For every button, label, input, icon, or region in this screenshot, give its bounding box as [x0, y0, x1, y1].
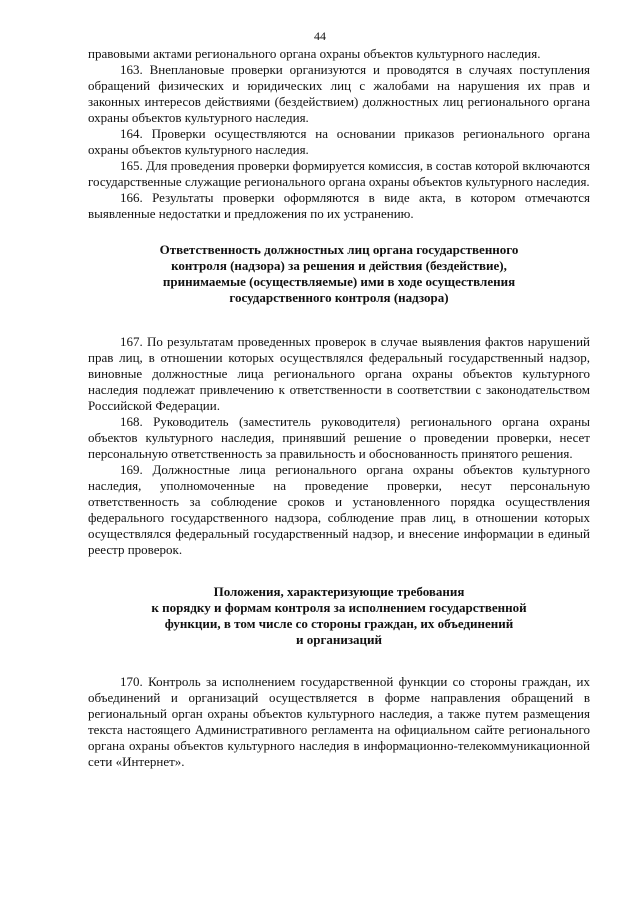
- page-number: 44: [314, 29, 326, 43]
- document-body: [88, 46, 590, 770]
- paragraph-166: 166. Результаты проверки оформляются в виде акта, в котором отмечаются выявленные недостатки и предложения по их устранению.: [88, 190, 590, 221]
- section-heading-responsibility: Ответственность должностных лиц органа государственного контроля (надзора) за решения и действия (бездействие), принимаемые (осуществляемые) ими в ходе осуществления государственного контроля (надзора): [159, 242, 519, 305]
- paragraph-168: 168. Руководитель (заместитель руководителя) регионального органа охраны объектов культурного наследия, принявший решение о проведении проверки, несет персональную ответственность за правильность и обоснованность принятого решения.: [88, 414, 590, 461]
- paragraph-165: 165. Для проведения проверки формируется комиссия, в состав которой включаются государственные служащие регионального органа охраны объектов культурного наследия.: [88, 158, 590, 189]
- section-heading-control: Положения, характеризующие требования к порядку и формам контроля за исполнением государственной функции, в том числе со стороны граждан, их объединений и организаций: [151, 584, 527, 647]
- paragraph-167: 167. По результатам проведенных проверок в случае выявления фактов нарушений прав лиц, в отношении которых осуществлялся федеральный государственный надзор, виновные должностные лица регионального органа охраны объектов культурного наследия подлежат привлечению к ответственности в соответствии с законодательством Российской Федерации.: [88, 334, 590, 413]
- paragraph-163: 163. Внеплановые проверки организуются и проводятся в случаях поступления обращений физических и юридических лиц с жалобами на нарушения их прав и законных интересов действиями (бездействием) должностных лиц регионального органа охраны объектов культурного наследия.: [88, 62, 590, 125]
- paragraph-169: 169. Должностные лица регионального органа охраны объектов культурного наследия, уполномоченные на проведение проверки, несут персональную ответственность за соблюдение сроков и установленного порядка осуществления федерального государственного надзора, соблюдение прав лиц, в отношении которых осуществлялся федеральный государственный надзор, и внесение информации в единый реестр проверок.: [88, 462, 590, 557]
- paragraph-164: 164. Проверки осуществляются на основании приказов регионального органа охраны объектов культурного наследия.: [88, 126, 590, 157]
- paragraph-continuation: правовыми актами регионального органа охраны объектов культурного наследия.: [88, 46, 541, 61]
- paragraph-170: 170. Контроль за исполнением государственной функции со стороны граждан, их объединений и организаций осуществляется в форме направления обращений в региональный орган охраны объектов культурного наследия, а также путем размещения текста настоящего Административного регламента на официальном сайте регионального органа охраны объектов культурного наследия в информационно-телекоммуникационной сети «Интернет».: [88, 674, 590, 769]
